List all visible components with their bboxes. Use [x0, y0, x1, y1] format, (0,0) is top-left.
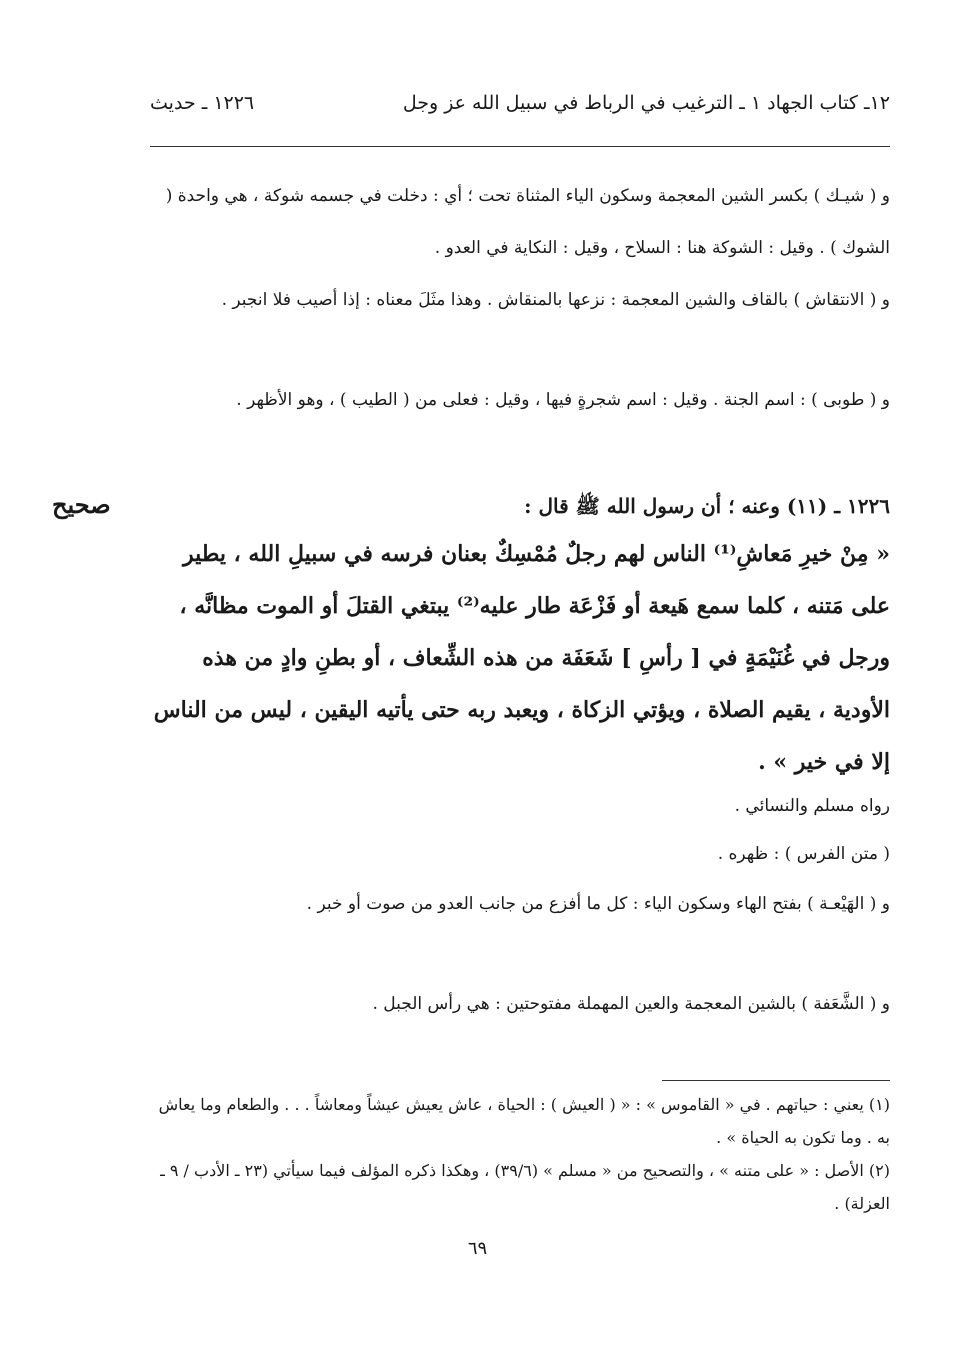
- page-number: ٦٩: [467, 1238, 488, 1259]
- page-header: [150, 92, 890, 126]
- explanation-tuba: و ( طوبى ) : اسم الجنة . وقيل : اسم شجرةٍ فيها ، وقيل : فعلى من ( الطيب ) ، وهو الأظهر .: [236, 390, 890, 410]
- explanation-sha'afa: و ( الشَّعَفة ) بالشين المعجمة والعين المهملة مفتوحتين : هي رأس الجبل .: [372, 994, 890, 1014]
- hadith-range: ١٢٢٦ ـ حديث: [150, 92, 255, 114]
- hadith-text: « مِنْ خيرِ مَعاشِ⁽¹⁾ الناس لهم رجلٌ مُمْسِكٌ بعنان فرسه في سبيلِ الله ، يطير على مَتنه ، كلما سمع هَيعة أو فَزْعَة طار عليه⁽²⁾ يبتغي القتلَ أو الموت مظانَّه ، ورجل في غُنَيْمَةٍ في [ رأسِ ] شَعَفَة من هذه الشِّعاف ، أو بطنِ وادٍ من هذه الأودية ، يقيم الصلاة ، ويؤتي الزكاة ، ويعبد ربه حتى يأتيه اليقين ، ليس من الناس إلا في خير » .: [153, 541, 890, 775]
- hadith-intro: ١٢٢٦ ـ (١١) وعنه ؛ أن رسول الله ﷺ قال :: [524, 494, 890, 518]
- footnote-1: (١) يعني : حياتهم . في « القاموس » : « ( العيش ) : الحياة ، عاش يعيش عيشاً ومعاشاً . . . والطعام وما يعاش به . وما تكون به الحياة » .: [158, 1095, 890, 1147]
- footnote-2: (٢) الأصل : « على متنه » ، والتصحيح من « مسلم » (٣٩/٦) ، وهكذا ذكره المؤلف فيما سيأتي (٢٣ ـ الأدب / ٩ ـ العزلة) .: [160, 1161, 890, 1213]
- footnote-divider: [662, 1080, 890, 1081]
- explanation-matn: ( متن الفرس ) : ظهره .: [717, 844, 890, 864]
- explanation-hay'a: و ( الهَيْعـة ) بفتح الهاء وسكون الياء : كل ما أفزع من جانب العدو من صوت أو خبر .: [306, 894, 890, 914]
- running-title: ١٢ـ كتاب الجهاد ١ ـ الترغيب في الرباط في سبيل الله عز وجل: [402, 92, 890, 114]
- explanation-intiqash: و ( الانتقاش ) بالقاف والشين المعجمة : نزعها بالمنقاش . وهذا مثَلَ معناه : إذا أصيب فلا انجبر .: [221, 290, 890, 310]
- header-divider: [150, 146, 890, 147]
- explanation-shayk: و ( شيـك ) بكسر الشين المعجمة وسكون الياء المثناة تحت ؛ أي : دخلت في جسمه شوكة ، هي واحدة ( الشوك ) . وقيل : الشوكة هنا : السلاح ، وقيل : النكاية في العدو .: [165, 186, 890, 258]
- hadith-source: رواه مسلم والنسائي .: [734, 796, 890, 816]
- grade-label: صحيح: [52, 490, 111, 519]
